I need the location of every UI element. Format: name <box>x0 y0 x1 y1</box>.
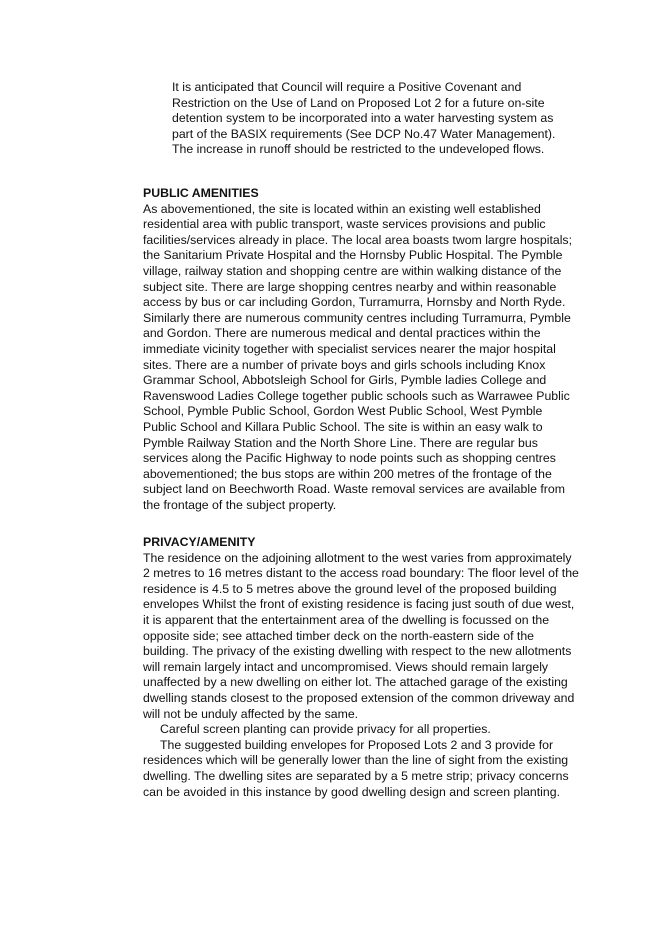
privacy-section <box>143 535 579 800</box>
privacy-paragraph-2: Careful screen planting can provide privacy for all properties. <box>160 722 491 737</box>
privacy-paragraph-3: The suggested building envelopes for Proposed Lots 2 and 3 provide for residences which will be generally lower than the line of sight from the existing dwelling. The dwelling sites are separated by a 5 metre strip; privacy concerns can be avoided in this instance by good dwelling design and screen planting. <box>143 737 569 799</box>
public-amenities-heading: PUBLIC AMENITIES <box>143 186 259 200</box>
privacy-heading: PRIVACY/AMENITY <box>143 535 256 549</box>
public-amenities-body: As abovementioned, the site is located within an existing well established residential area with public transport, waste services provisions and public facilities/services already in place. The local area boasts twom largre hospitals; the Sanitarium Private Hospital and the Hornsby Public Hospital. The Pymble village, railway station and shopping centre are within walking distance of the subject site. There are large shopping centres nearby and within reasonable access by bus or car including Gordon, Turramurra, Hornsby and North Ryde. Similarly there are numerous community centres including Turramurra, Pymble and Gordon. There are numerous medical and dental practices within the immediate vicinity together with specialist services nearer the major hospital sites. There are a number of private boys and girls schools including Knox Grammar School, Abbotsleigh School for Girls, Pymble ladies College and Ravenswood Ladies College together public schools such as Warrawee Public School, Pymble Public School, Gordon West Public School, West Pymble Public School and Killara Public School. The site is within an easy walk to Pymble Railway Station and the North Shore Line. There are regular bus services along the Pacific Highway to node points such as shopping centres abovementioned; the bus stops are within 200 metres of the frontage of the subject land on Beechworth Road. Waste removal services are available from the frontage of the subject property. <box>143 201 572 512</box>
intro-section <box>172 80 572 158</box>
intro-paragraph: It is anticipated that Council will require a Positive Covenant and Restriction on the Use of Land on Proposed Lot 2 for a future on-site detention system to be incorporated into a water harvesting system as part of the BASIX requirements (See DCP No.47 Water Management). The increase in runoff should be restricted to the undeveloped flows. <box>172 80 556 157</box>
privacy-paragraph-1: The residence on the adjoining allotment to the west varies from approximately 2 metres to 16 metres distant to the access road boundary: The floor level of the residence is 4.5 to 5 metres above the ground level of the proposed building envelopes Whilst the front of existing residence is facing just south of due west, it is apparent that the entertainment area of the dwelling is focussed on the opposite side; see attached timber deck on the north-eastern side of the building. The privacy of the existing dwelling with respect to the new allotments will remain largely intact and uncompromised. Views should remain largely unaffected by a new dwelling on either lot. The attached garage of the existing dwelling stands closest to the proposed extension of the common driveway and will not be unduly affected by the same. <box>143 550 579 721</box>
public-amenities-section <box>143 186 579 513</box>
